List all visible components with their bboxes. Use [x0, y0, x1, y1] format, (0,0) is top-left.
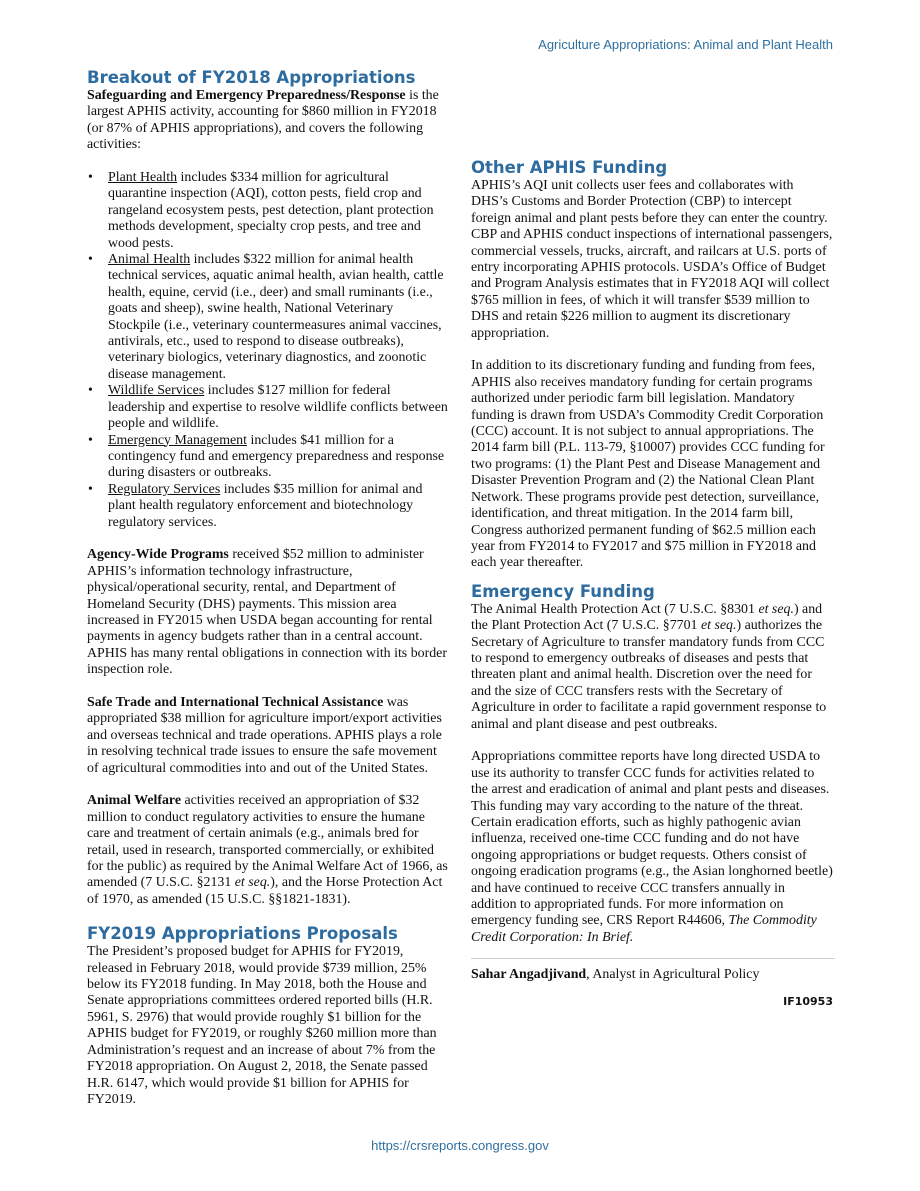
paragraph-safe-trade	[87, 695, 449, 777]
lead-agency-wide: Agency-Wide Programs	[87, 547, 229, 563]
paragraph-emergency-1	[471, 602, 833, 733]
author-divider	[471, 958, 835, 959]
text-emergency-management: includes $41 million for a contingency fund and emergency preparedness and response during disasters or outbreaks.	[108, 432, 445, 481]
text-safe-trade: was appropriated $38 million for agriculture import/export activities and overseas technical and trade operations. APHIS plays a role in resolving technical trade issues to ensure the safe movement of agricultural commodities into and out of the United States.	[87, 694, 442, 776]
paragraph-agency-wide	[87, 547, 449, 678]
heading-breakout: Breakout of FY2018 Appropriations	[87, 68, 416, 87]
text-safeguarding: is the largest APHIS activity, accounting for $860 million in FY2018 (or 87% of APHIS appropriations), and covers the following activities:	[87, 88, 439, 153]
author-name: Sahar Angadjivand	[471, 967, 587, 983]
text-agency-wide: received $52 million to administer APHIS’s information technology infrastructure, physical/operational security, rental, and Department of Homeland Security (DHS) payments. This mission area increased in FY2015 when USDA began accounting for rental payments in agency budgets rather than in a central account. APHIS has many rental obligations in connection with its border inspection role.	[87, 547, 447, 678]
text-plant-health: includes $334 million for agricultural quarantine inspection (AQI), cotton pests, field crop and rangeland ecosystem pests, pest detection, plant protection methods development, specialty crop pests, and tree and wood pests.	[108, 170, 434, 251]
paragraph-emergency-2	[471, 749, 833, 946]
right-column	[471, 68, 833, 1010]
text-emergency-2a: Appropriations committee reports have long directed USDA to use its authority to transfer CCC funds for activities related to the arrest and eradication of animal and plant pests and diseases. This funding may vary according to the nature of the threat. Certain eradication efforts, such as highly pathogenic avian influenza, received one-time CCC funding and do not have ongoing appropriations or budget requests. Others consist of ongoing eradication programs (e.g., the Asian longhorned beetle) and have continued to receive CCC transfers annually in addition to appropriated funds. For more information on emergency funding see, CRS Report R44606,	[471, 749, 833, 929]
lead-animal-welfare: Animal Welfare	[87, 793, 182, 809]
term-regulatory-services: Regulatory Services	[108, 481, 221, 497]
term-plant-health: Plant Health	[108, 170, 178, 186]
heading-other-funding: Other APHIS Funding	[471, 158, 668, 177]
activities-list	[87, 170, 449, 531]
text-wildlife-services: includes $127 million for federal leadership and expertise to resolve wildlife conflicts between people and wildlife.	[108, 383, 448, 432]
italic-et-seq-1: et seq.	[758, 601, 794, 617]
list-item-wildlife-services	[87, 383, 449, 432]
text-animal-welfare-b: ), and the Horse Protection Act of 1970, as amended (15 U.S.C. §§1821-1831).	[87, 875, 443, 907]
text-emergency-1c: ) authorizes the Secretary of Agriculture to transfer mandatory funds from CCC to respond to emergency outbreaks of diseases and pests that threaten plant and animal health. Discretion over the need for and the size of CCC transfers rests with the Secretary of Agriculture in order to facilitate a rapid government response to animal and plant disease and pest outbreaks.	[471, 618, 827, 732]
list-item-plant-health	[87, 170, 449, 252]
text-animal-health: includes $322 million for animal health technical services, aquatic animal health, avian health, cattle health, equine, cervid (i.e., deer) and small ruminants (i.e., goats and sheep), swine health, National Veterinary Stockpile (i.e., veterinary countermeasures animal vaccines, antivirals, etc., used to respond to disease outbreaks), veterinary biologics, veterinary diagnostics, and zoonotic disease management.	[108, 252, 444, 382]
footer-url-link[interactable]: https://crsreports.congress.gov	[371, 1138, 549, 1153]
term-wildlife-services: Wildlife Services	[108, 383, 205, 399]
term-emergency-management: Emergency Management	[108, 432, 247, 448]
running-header-title: Agriculture Appropriations: Animal and Plant Health	[538, 37, 833, 52]
lead-safe-trade: Safe Trade and International Technical Assistance	[87, 694, 384, 710]
heading-fy2019: FY2019 Appropriations Proposals	[87, 924, 398, 944]
paragraph-other-funding-2: In addition to its discretionary funding and funding from fees, APHIS also receives mandatory funding for certain programs authorized under periodic farm bill legislation. Mandatory funding is drawn from USDA’s Commodity Credit Corporation (CCC) account. It is not subject to annual appropriations. The 2014 farm bill (P.L. 113-79, §10007) provides CCC funding for two programs: (1) the Plant Pest and Disease Management and Disaster Prevention Program and (2) the National Clean Plant Network. These programs provide pest detection, surveillance, identification, and threat mitigation. In the 2014 farm bill, Congress authorized permanent funding of $62.5 million each year from FY2014 to FY2017 and $75 million in FY2018 and each year thereafter.	[471, 358, 825, 571]
italic-et-seq: et seq.	[234, 875, 271, 891]
list-item-emergency-management	[87, 433, 449, 482]
paragraph-fy2019: The President’s proposed budget for APHIS for FY2019, released in February 2018, would provide $739 million, 25% below its FY2018 funding. In May 2018, both the House and Senate appropriations committees ordered reported bills (H.R. 5961, S. 2976) that would provide roughly $1 billion for the APHIS budget for FY2019, or roughly $260 million more than Administration’s request and an increase of about 7% from the FY2018 appropriation. On August 2, 2018, the Senate passed H.R. 6147, which would provide $1 billion for APHIS for FY2019.	[87, 944, 437, 1107]
product-id: IF10953	[783, 994, 833, 1008]
lead-safeguarding: Safeguarding and Emergency Preparedness/Response	[87, 88, 406, 103]
text-animal-welfare-a: activities received an appropriation of $32 million to conduct regulatory activities to ensure the humane care and treatment of certain animals (e.g., animals bred for retail, used in research, transported commercially, or exhibited for the public) as required by the Animal Welfare Act of 1966, as amended (7 U.S.C. §2131	[87, 793, 448, 891]
author-title: , Analyst in Agricultural Policy	[586, 967, 760, 983]
text-emergency-1b: ) and the Plant Protection Act (7 U.S.C. §7701	[471, 601, 823, 634]
italic-et-seq-2: et seq.	[700, 618, 737, 634]
list-item-regulatory-services	[87, 482, 449, 531]
text-emergency-1a: The Animal Health Protection Act (7 U.S.C. §8301	[471, 601, 759, 617]
heading-emergency-funding: Emergency Funding	[471, 581, 655, 601]
author-line	[471, 967, 833, 983]
italic-report-title: The Commodity Credit Corporation: In Brief.	[471, 913, 817, 945]
paragraph-other-funding-1: APHIS’s AQI unit collects user fees and collaborates with DHS’s Customs and Border Protection (CBP) to intercept foreign animal and plant pests before they can enter the country. CBP and APHIS conduct inspections of international passengers, commercial vessels, trucks, aircraft, and railcars at U.S. ports of entry incorporating APHIS protocols. USDA’s Office of Budget and Program Analysis estimates that in FY2018 AQI will collect $765 million in fees, of which it will transfer $539 million to DHS and retain $226 million to augment its discretionary appropriation.	[471, 178, 833, 341]
list-item-animal-health	[87, 252, 449, 383]
paragraph-animal-welfare	[87, 793, 449, 908]
text-regulatory-services: includes $35 million for animal and plant health regulatory enforcement and biotechnology regulatory services.	[108, 481, 423, 530]
left-column	[87, 68, 449, 1108]
paragraph-safeguarding	[87, 88, 449, 154]
term-animal-health: Animal Health	[108, 252, 191, 268]
